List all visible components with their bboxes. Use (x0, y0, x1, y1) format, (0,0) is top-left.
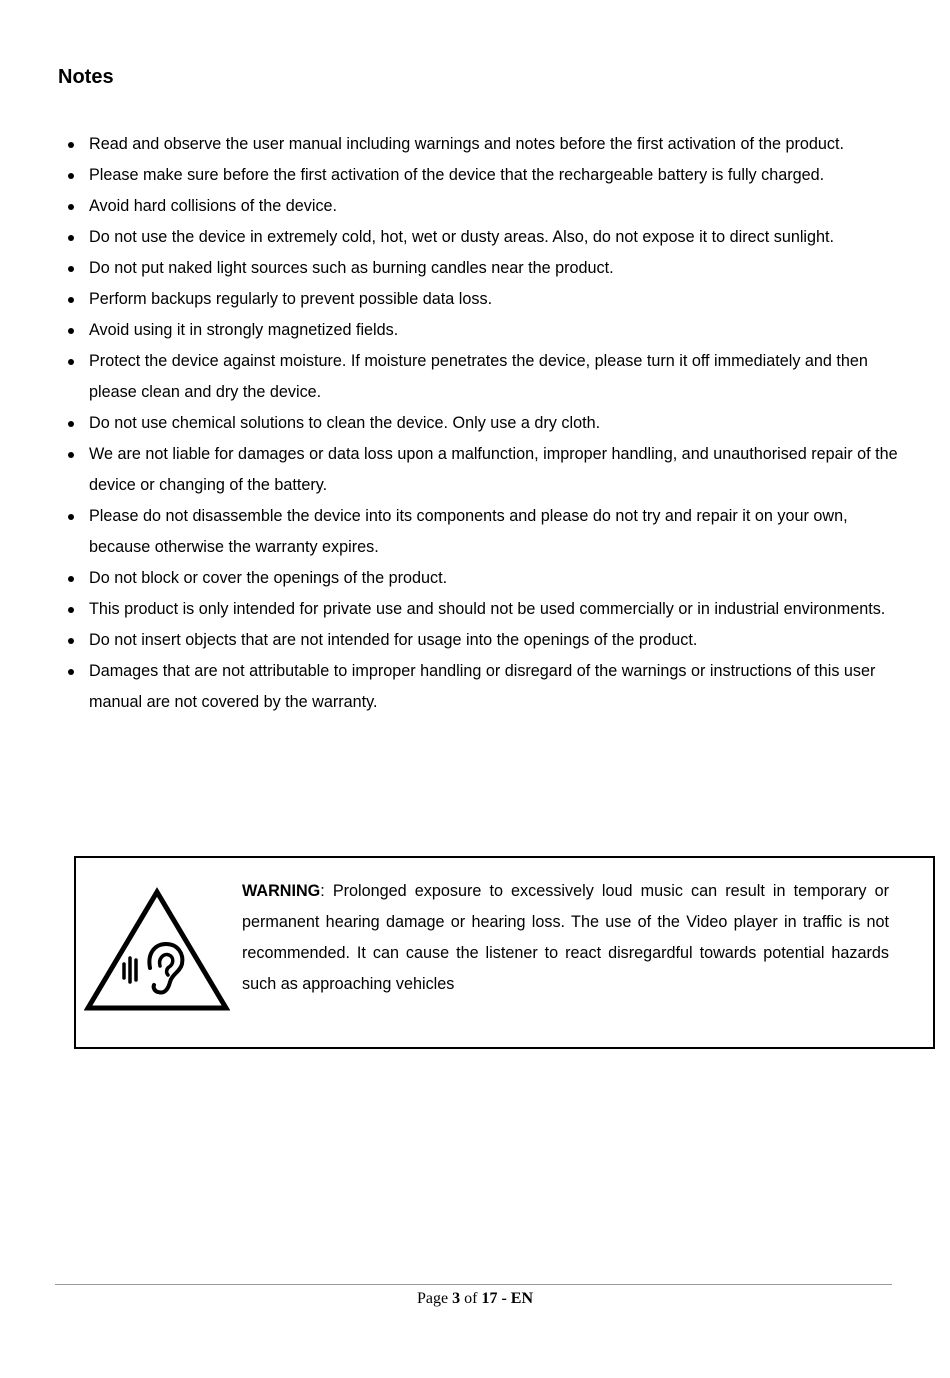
note-text: Avoid using it in strongly magnetized fields. (89, 321, 399, 339)
bullet-icon (68, 297, 74, 303)
bullet-icon (68, 669, 74, 675)
note-text: This product is only intended for private use and should not be used commercially or in industrial environments. (89, 600, 886, 618)
note-text: We are not liable for damages or data loss upon a malfunction, improper handling, and unauthorised repair of the device or changing of the battery. (89, 445, 898, 494)
bullet-icon (68, 421, 74, 427)
language-code: EN (510, 1290, 533, 1307)
note-text: Read and observe the user manual including warnings and notes before the first activation of the product. (89, 135, 844, 153)
bullet-icon (68, 266, 74, 272)
bullet-icon (68, 576, 74, 582)
hearing-damage-warning-icon (84, 886, 230, 1014)
page-word: Page (417, 1290, 449, 1307)
note-item (0, 191, 950, 222)
note-text: Do not use chemical solutions to clean the device. Only use a dry cloth. (89, 414, 601, 432)
warning-body: : Prolonged exposure to excessively loud music can result in temporary or permanent hearing damage or hearing loss. The use of the Video player in traffic is not recommended. It can cause the listener to react disregardful towards potential hazards such as approaching vehicles (242, 882, 889, 993)
note-item (0, 408, 950, 439)
note-item (0, 594, 950, 625)
warning-box (74, 856, 935, 1049)
note-item (0, 129, 950, 160)
note-text: Do not insert objects that are not intended for usage into the openings of the product. (89, 631, 698, 649)
note-text: Protect the device against moisture. If moisture penetrates the device, please turn it off immediately and then please clean and dry the device. (89, 352, 868, 401)
note-text: Perform backups regularly to prevent possible data loss. (89, 290, 493, 308)
footer-separator: - (501, 1290, 507, 1307)
note-text: Please do not disassemble the device into its components and please do not try and repair it on your own, because otherwise the warranty expires. (89, 507, 848, 556)
bullet-icon (68, 359, 74, 365)
bullet-icon (68, 328, 74, 334)
note-item (0, 563, 950, 594)
of-word: of (464, 1290, 478, 1307)
note-text: Please make sure before the first activation of the device that the rechargeable battery is fully charged. (89, 166, 825, 184)
bullet-icon (68, 452, 74, 458)
note-item (0, 625, 950, 656)
warning-text (242, 876, 889, 1000)
footer-divider (55, 1284, 892, 1285)
bullet-icon (68, 235, 74, 241)
bullet-icon (68, 204, 74, 210)
note-item (0, 656, 950, 718)
note-item (0, 253, 950, 284)
total-pages: 17 (481, 1290, 498, 1307)
note-text: Do not block or cover the openings of the product. (89, 569, 448, 587)
bullet-icon (68, 607, 74, 613)
page-footer (0, 1290, 950, 1308)
bullet-icon (68, 173, 74, 179)
warning-label: WARNING (242, 882, 321, 900)
page-number: 3 (452, 1290, 461, 1307)
note-item (0, 222, 950, 253)
note-text: Avoid hard collisions of the device. (89, 197, 338, 215)
note-item (0, 284, 950, 315)
note-item (0, 439, 950, 501)
note-text: Damages that are not attributable to improper handling or disregard of the warnings or instructions of this user manual are not covered by the warranty. (89, 662, 876, 711)
bullet-icon (68, 514, 74, 520)
notes-list (0, 129, 950, 718)
page-heading: Notes (58, 66, 114, 88)
note-text: Do not use the device in extremely cold, hot, wet or dusty areas. Also, do not expose it to direct sunlight. (89, 228, 835, 246)
note-item (0, 501, 950, 563)
bullet-icon (68, 638, 74, 644)
note-item (0, 315, 950, 346)
bullet-icon (68, 142, 74, 148)
note-text: Do not put naked light sources such as burning candles near the product. (89, 259, 614, 277)
note-item (0, 160, 950, 191)
note-item (0, 346, 950, 408)
